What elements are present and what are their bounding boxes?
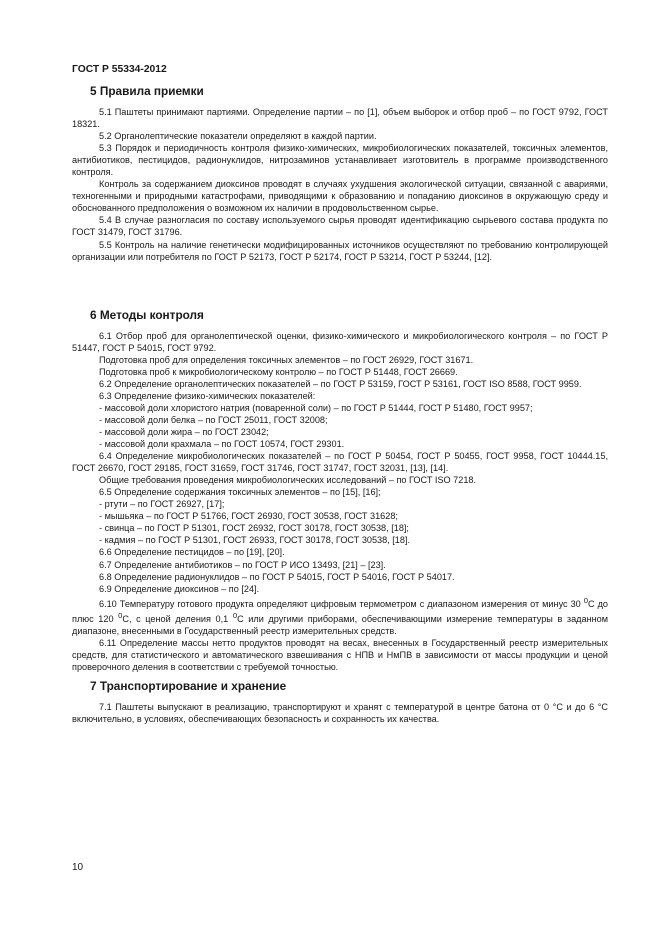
section-5-title: 5 Правила приемки <box>90 84 204 98</box>
page-number: 10 <box>72 862 84 873</box>
list-item-protein: - массовой доли белка – по ГОСТ 25011, ГОСТ 32008; <box>99 414 328 425</box>
paragraph-6-3: 6.3 Определение физико-химических показателей: <box>99 390 316 401</box>
degree-sup-3: 0 <box>232 610 238 620</box>
paragraph-6-9: 6.9 Определение диоксинов – по [24]. <box>99 583 260 594</box>
list-item-salt: - массовой доли хлористого натрия (поваренной соли) – по ГОСТ Р 51444, ГОСТ Р 51480, ГОСТ 9957; <box>99 402 533 413</box>
paragraph-5-1: 5.1 Паштеты принимают партиями. Определение партии – по [1], объем выборок и отбор проб – по ГОСТ 9792, ГОСТ 18321. <box>72 107 608 130</box>
paragraph-5-2: 5.2 Органолептические показатели определяют в каждой партии. <box>99 131 377 142</box>
paragraph-6-7: 6.7 Определение антибиотиков – по ГОСТ Р ИСО 13493, [21] – [23]. <box>99 559 386 570</box>
p610-text-4: С или другими приборами, обеспечивающими измерение температуры в заданном диапазоне, внесенными в Государственный реестр измерительных средств. <box>72 613 609 636</box>
paragraph-6-4: 6.4 Определение микробиологических показателей – по ГОСТ Р 50454, ГОСТ Р 50455, ГОСТ 9958, ГОСТ 10444.15, ГОСТ 26670, ГОСТ 29185, ГОСТ 31659, ГОСТ 31746, ГОСТ 31747, ГОСТ 32031, [13], [14]. <box>72 451 608 474</box>
paragraph-6-6: 6.6 Определение пестицидов – по [19], [20]. <box>99 547 285 558</box>
paragraph-6-10 <box>72 595 608 637</box>
paragraph-6-1-micro-prep: Подготовка проб к микробиологическому контролю – по ГОСТ Р 51448, ГОСТ 26669. <box>99 366 458 377</box>
paragraph-6-8: 6.8 Определение радионуклидов – по ГОСТ Р 54015, ГОСТ Р 54016, ГОСТ Р 54017. <box>99 571 455 582</box>
paragraph-5-5: 5.5 Контроль на наличие генетически модифицированных источников осуществляют по требованию контролирующей организации или потребителя по ГОСТ Р 52173, ГОСТ Р 52174, ГОСТ Р 53214, ГОСТ Р 53244, [12]. <box>72 239 608 262</box>
paragraph-6-2: 6.2 Определение органолептических показателей – по ГОСТ Р 53159, ГОСТ Р 53161, ГОСТ ISO 8588, ГОСТ 9959. <box>99 378 582 389</box>
page-body <box>72 84 608 725</box>
list-item-fat: - массовой доли жира – по ГОСТ 23042; <box>99 426 269 437</box>
p610-text-3: С, с ценой деления 0,1 <box>122 613 233 624</box>
list-item-cadmium: - кадмия – по ГОСТ Р 51301, ГОСТ 26933, ГОСТ 30178, ГОСТ 30538, [18]. <box>99 535 411 546</box>
paragraph-5-4: 5.4 В случае разногласия по составу используемого сырья проводят идентификацию сырьевого состава продукта по ГОСТ 31479, ГОСТ 31796. <box>72 215 608 238</box>
paragraph-5-3: 5.3 Порядок и периодичность контроля физико-химических, микробиологических показателей, токсичных элементов, антибиотиков, пестицидов, радионуклидов, нитрозаминов устанавливает изготовитель в программе производственного контроля. <box>72 143 608 178</box>
p610-text-2: С до плюс 120 <box>72 598 608 624</box>
degree-sup-2: 0 <box>118 610 123 620</box>
section-7-title: 7 Транспортирование и хранение <box>90 679 287 694</box>
paragraph-6-11: 6.11 Определение массы нетто продуктов проводят на весах, внесенных в Государственный реестр измерительных средств, для статистического и автоматического взвешивания с НПВ и НмПВ в зависимости от массы продукции и ценой проверочного деления в соответствии с требуемой точностью. <box>72 637 608 672</box>
paragraph-6-5: 6.5 Определение содержания токсичных элементов – по [15], [16]; <box>99 487 381 498</box>
paragraph-7-1: 7.1 Паштеты выпускают в реализацию, транспортируют и хранят с температурой в центре батона от 0 °С и до 6 °С включительно, в условиях, обеспечивающих безопасность и сохранность их качества. <box>72 702 608 725</box>
p610-text-1: 6.10 Температуру готового продукта определяют цифровым термометром с диапазоном измерения от минус 30 <box>99 598 584 609</box>
document-header: ГОСТ Р 55334-2012 <box>72 64 167 75</box>
paragraph-5-3-dioxins: Контроль за содержанием диоксинов проводят в случаях ухудшения экологической ситуации, связанной с авариями, техногенными и природными катастрофами, приводящими к образованию и попаданию диоксинов в окружающую среду и обоснованного предположения о возможном их наличии в продовольственном сырье. <box>72 179 608 214</box>
paragraph-6-4-general: Общие требования проведения микробиологических исследований – по ГОСТ ISO 7218. <box>99 475 477 486</box>
section-6-title: 6 Методы контроля <box>90 307 204 322</box>
list-item-lead: - свинца – по ГОСТ Р 51301, ГОСТ 26932, ГОСТ 30178, ГОСТ 30538, [18]; <box>99 523 409 534</box>
list-item-starch: - массовой доли крахмала – по ГОСТ 10574, ГОСТ 29301. <box>99 439 345 450</box>
list-item-arsenic: - мышьяка – по ГОСТ Р 51766, ГОСТ 26930, ГОСТ 30538, ГОСТ 31628; <box>99 511 398 522</box>
degree-sup-1: 0 <box>583 595 588 605</box>
list-item-mercury: - ртути – по ГОСТ 26927, [17]; <box>99 499 225 510</box>
paragraph-6-1-toxic-prep: Подготовка проб для определения токсичных элементов – по ГОСТ 26929, ГОСТ 31671. <box>99 354 474 365</box>
paragraph-6-1: 6.1 Отбор проб для органолептической оценки, физико-химического и микробиологического контроля – по ГОСТ Р 51447, ГОСТ Р 54015, ГОСТ 9792. <box>72 330 608 353</box>
